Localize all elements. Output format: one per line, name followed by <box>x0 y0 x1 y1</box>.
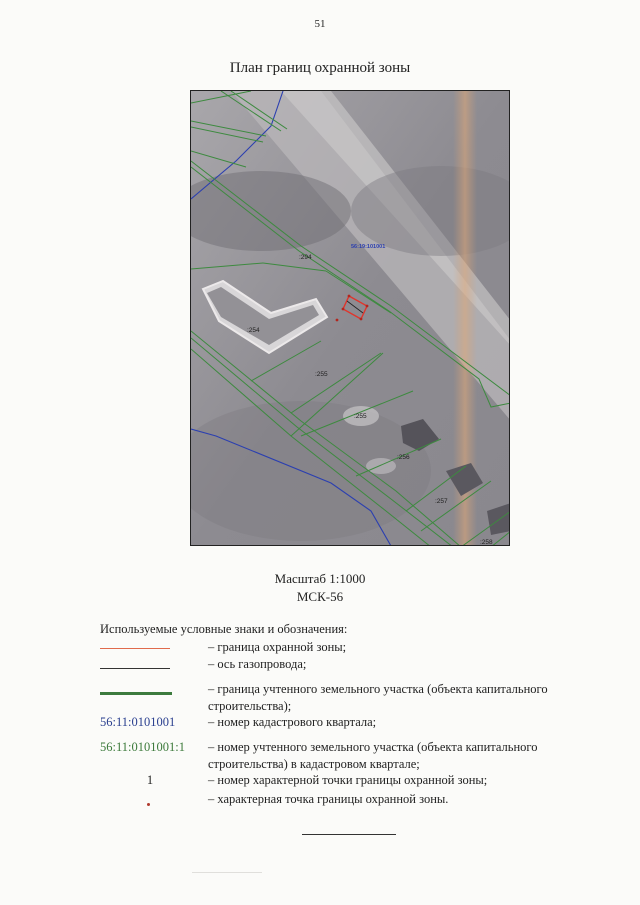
zone-point <box>348 295 351 298</box>
parcel-label: :257 <box>435 498 448 505</box>
parcel-label: :254 <box>247 327 260 334</box>
parcel-label: :294 <box>299 254 312 261</box>
parcel-number-symbol: 56:11:0101001:1 <box>100 740 185 754</box>
gas-axis-symbol <box>100 668 170 669</box>
map-canvas <box>191 91 510 546</box>
page-title: План границ охранной зоны <box>229 60 411 76</box>
zone-boundary-symbol <box>100 648 170 649</box>
parcel-boundary-symbol <box>100 692 172 695</box>
legend-text: – номер учтенного земельного участка (объекта капитального строительства) в кадастровом квартале; <box>208 740 538 771</box>
quarter-label: 56:19:101001 <box>351 244 386 250</box>
faint-rule <box>192 872 262 873</box>
parcel-label: :256 <box>397 454 410 461</box>
legend-text: – ось газопровода; <box>208 657 307 671</box>
coordinate-system: МСК-56 <box>296 589 344 604</box>
legend-heading: Используемые условные знаки и обозначения: <box>100 622 348 636</box>
legend-text: – номер характерной точки границы охранной зоны; <box>208 773 488 787</box>
zone-point <box>342 308 345 311</box>
page-number: 51 <box>314 18 326 30</box>
map-scale: Масштаб 1:1000 <box>274 571 366 586</box>
quarter-number-symbol: 56:11:0101001 <box>100 715 176 729</box>
legend-text: – граница учтенного земельного участка (объекта капитального строительства); <box>208 682 548 713</box>
scale-block <box>0 570 640 606</box>
parcel-label: :255 <box>354 413 367 420</box>
zone-point <box>366 305 369 308</box>
legend-text: – граница охранной зоны; <box>208 640 347 654</box>
legend-text: – характерная точка границы охранной зоны. <box>208 792 449 806</box>
zone-point <box>336 319 339 322</box>
zone-point <box>360 318 363 321</box>
bottom-rule <box>302 834 396 835</box>
parcel-label: :255 <box>315 371 328 378</box>
cadastral-map[interactable] <box>190 90 510 546</box>
point-number-symbol: 1 <box>146 773 154 787</box>
legend-text: – номер кадастрового квартала; <box>208 715 377 729</box>
point-symbol <box>147 803 150 806</box>
parcel-label: :258 <box>480 539 493 546</box>
